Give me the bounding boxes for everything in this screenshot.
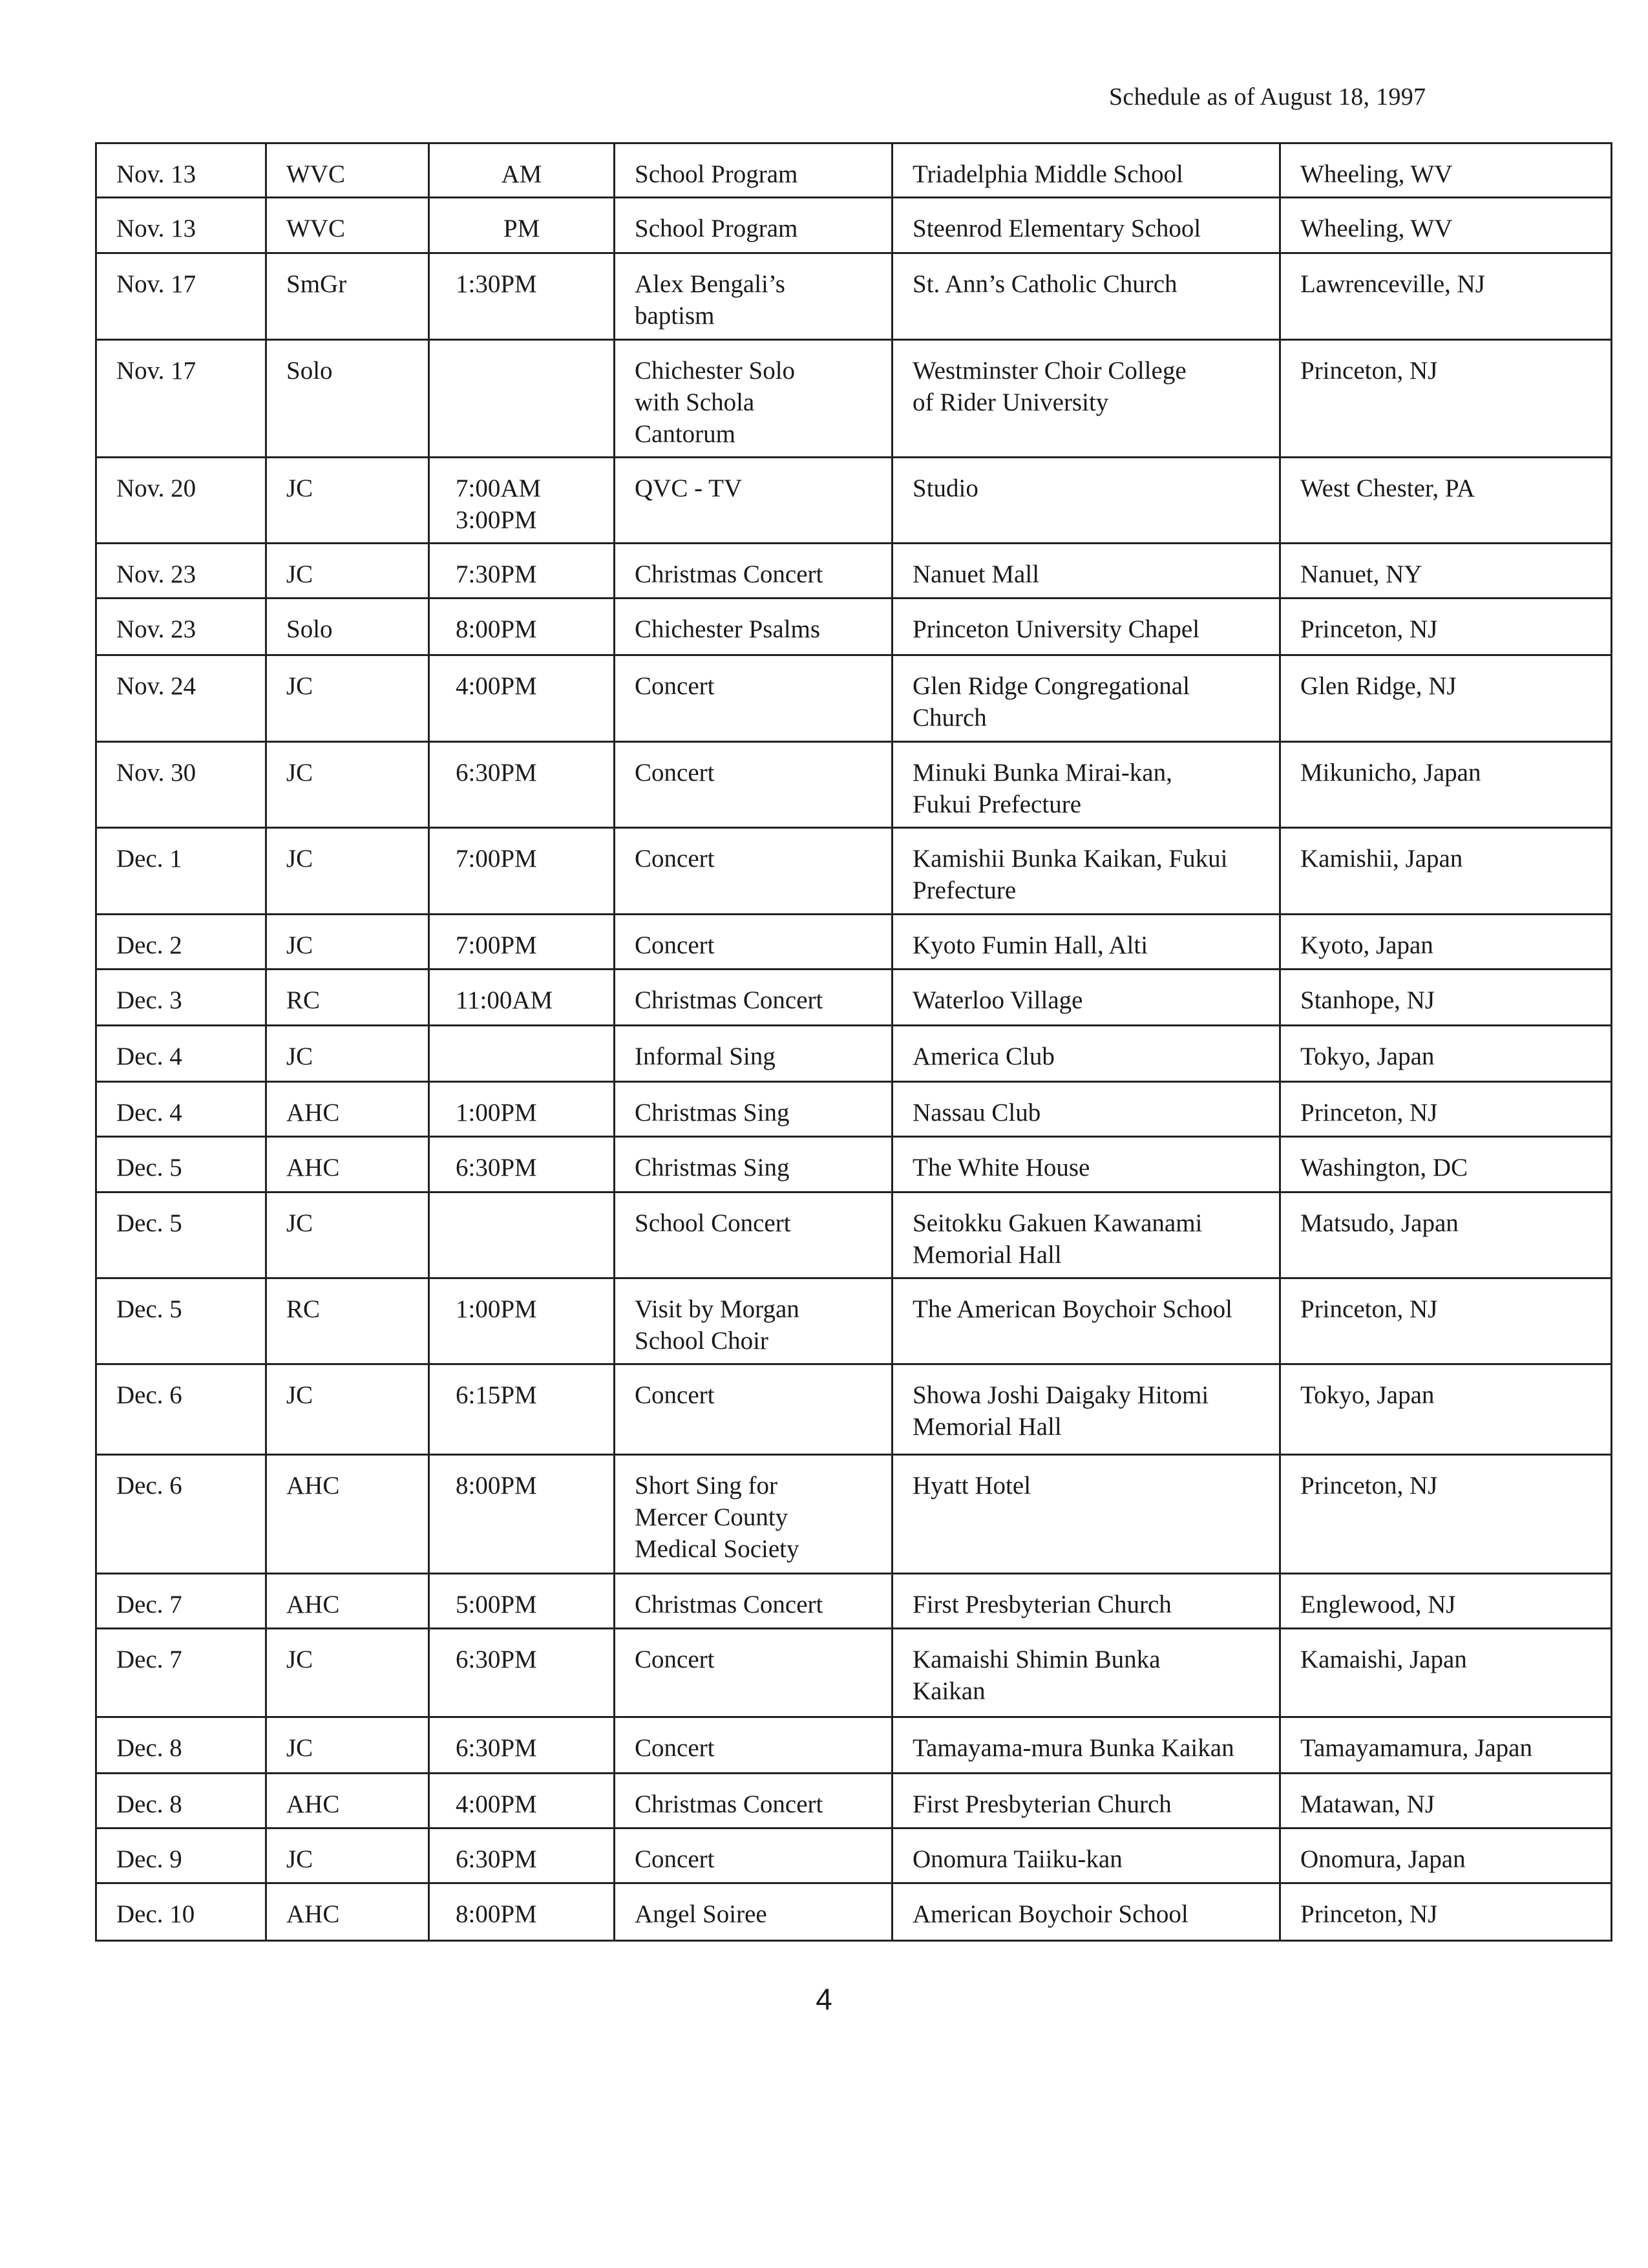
venue-cell: Seitokku Gakuen Kawanami Memorial Hall — [893, 1192, 1280, 1278]
event-cell: School Concert — [615, 1192, 893, 1278]
time-cell: 7:00AM 3:00PM — [429, 458, 615, 544]
group-cell: WVC — [266, 143, 429, 198]
table-row — [96, 1192, 1612, 1278]
time-cell — [429, 1192, 615, 1278]
date-cell: Nov. 20 — [96, 458, 266, 544]
event-cell: Concert — [615, 742, 893, 828]
group-cell: JC — [266, 1629, 429, 1717]
time-cell: 6:30PM — [429, 1137, 615, 1192]
date-cell: Dec. 6 — [96, 1455, 266, 1574]
table-row — [96, 970, 1612, 1026]
time-cell: PM — [429, 198, 615, 253]
table-row — [96, 1828, 1612, 1883]
event-cell: Christmas Concert — [615, 970, 893, 1026]
group-cell: JC — [266, 1717, 429, 1774]
date-cell: Dec. 9 — [96, 1828, 266, 1883]
date-cell: Dec. 10 — [96, 1883, 266, 1941]
table-row — [96, 1717, 1612, 1774]
event-cell: Concert — [615, 1629, 893, 1717]
event-cell: Christmas Sing — [615, 1082, 893, 1137]
date-cell: Nov. 30 — [96, 742, 266, 828]
venue-cell: Waterloo Village — [893, 970, 1280, 1026]
group-cell: JC — [266, 1192, 429, 1278]
event-cell: Concert — [615, 1364, 893, 1455]
location-cell: Wheeling, WV — [1280, 198, 1612, 253]
date-cell: Dec. 7 — [96, 1574, 266, 1629]
group-cell: JC — [266, 655, 429, 742]
event-cell: School Program — [615, 198, 893, 253]
table-row — [96, 742, 1612, 828]
schedule-date-note: Schedule as of August 18, 1997 — [1109, 83, 1426, 111]
date-cell: Dec. 3 — [96, 970, 266, 1026]
location-cell: Princeton, NJ — [1280, 340, 1612, 458]
venue-cell: Kamishii Bunka Kaikan, Fukui Prefecture — [893, 828, 1280, 915]
date-cell: Dec. 4 — [96, 1082, 266, 1137]
event-cell: Christmas Sing — [615, 1137, 893, 1192]
group-cell: JC — [266, 1828, 429, 1883]
venue-cell: Tamayama-mura Bunka Kaikan — [893, 1717, 1280, 1774]
date-cell: Dec. 1 — [96, 828, 266, 915]
table-row — [96, 458, 1612, 544]
venue-cell: Nassau Club — [893, 1082, 1280, 1137]
group-cell: SmGr — [266, 253, 429, 340]
location-cell: Kyoto, Japan — [1280, 915, 1612, 970]
event-cell: Visit by Morgan School Choir — [615, 1278, 893, 1364]
location-cell: Stanhope, NJ — [1280, 970, 1612, 1026]
group-cell: JC — [266, 458, 429, 544]
time-cell: 8:00PM — [429, 1883, 615, 1941]
table-row — [96, 1774, 1612, 1828]
table-row — [96, 828, 1612, 915]
location-cell: Princeton, NJ — [1280, 1883, 1612, 1941]
date-cell: Dec. 8 — [96, 1717, 266, 1774]
date-cell: Nov. 17 — [96, 340, 266, 458]
event-cell: Angel Soiree — [615, 1883, 893, 1941]
location-cell: Kamishii, Japan — [1280, 828, 1612, 915]
time-cell — [429, 340, 615, 458]
time-cell: 1:00PM — [429, 1082, 615, 1137]
date-cell: Nov. 23 — [96, 544, 266, 599]
event-cell: Concert — [615, 828, 893, 915]
table-row — [96, 1883, 1612, 1941]
group-cell: JC — [266, 828, 429, 915]
time-cell: 6:15PM — [429, 1364, 615, 1455]
time-cell: 4:00PM — [429, 1774, 615, 1828]
event-cell: Christmas Concert — [615, 544, 893, 599]
group-cell: AHC — [266, 1137, 429, 1192]
location-cell: Lawrenceville, NJ — [1280, 253, 1612, 340]
group-cell: JC — [266, 742, 429, 828]
group-cell: JC — [266, 1364, 429, 1455]
location-cell: Washington, DC — [1280, 1137, 1612, 1192]
table-row — [96, 1455, 1612, 1574]
date-cell: Nov. 17 — [96, 253, 266, 340]
event-cell: QVC - TV — [615, 458, 893, 544]
location-cell: Mikunicho, Japan — [1280, 742, 1612, 828]
table-row — [96, 1137, 1612, 1192]
venue-cell: First Presbyterian Church — [893, 1774, 1280, 1828]
event-cell: Christmas Concert — [615, 1774, 893, 1828]
venue-cell: Kamaishi Shimin Bunka Kaikan — [893, 1629, 1280, 1717]
location-cell: Glen Ridge, NJ — [1280, 655, 1612, 742]
group-cell: AHC — [266, 1774, 429, 1828]
date-cell: Dec. 5 — [96, 1137, 266, 1192]
venue-cell: First Presbyterian Church — [893, 1574, 1280, 1629]
location-cell: Onomura, Japan — [1280, 1828, 1612, 1883]
venue-cell: Minuki Bunka Mirai-kan, Fukui Prefecture — [893, 742, 1280, 828]
date-cell: Dec. 5 — [96, 1278, 266, 1364]
time-cell: 6:30PM — [429, 742, 615, 828]
time-cell: 8:00PM — [429, 1455, 615, 1574]
event-cell: Concert — [615, 1828, 893, 1883]
venue-cell: St. Ann’s Catholic Church — [893, 253, 1280, 340]
table-row — [96, 544, 1612, 599]
table-row — [96, 1026, 1612, 1082]
event-cell: School Program — [615, 143, 893, 198]
date-cell: Dec. 2 — [96, 915, 266, 970]
group-cell: RC — [266, 1278, 429, 1364]
page-number: 4 — [816, 1982, 832, 2016]
date-cell: Nov. 23 — [96, 599, 266, 655]
time-cell: 6:30PM — [429, 1717, 615, 1774]
time-cell: 1:30PM — [429, 253, 615, 340]
event-cell: Concert — [615, 915, 893, 970]
event-cell: Chichester Psalms — [615, 599, 893, 655]
venue-cell: Westminster Choir College of Rider University — [893, 340, 1280, 458]
time-cell: 7:00PM — [429, 828, 615, 915]
venue-cell: Showa Joshi Daigaky Hitomi Memorial Hall — [893, 1364, 1280, 1455]
time-cell: 7:00PM — [429, 915, 615, 970]
location-cell: Tokyo, Japan — [1280, 1364, 1612, 1455]
location-cell: Tamayamamura, Japan — [1280, 1717, 1612, 1774]
table-row — [96, 655, 1612, 742]
group-cell: Solo — [266, 599, 429, 655]
group-cell: JC — [266, 544, 429, 599]
date-cell: Dec. 6 — [96, 1364, 266, 1455]
location-cell: Englewood, NJ — [1280, 1574, 1612, 1629]
table-row — [96, 198, 1612, 253]
group-cell: JC — [266, 915, 429, 970]
date-cell: Dec. 8 — [96, 1774, 266, 1828]
table-row — [96, 1278, 1612, 1364]
location-cell: Princeton, NJ — [1280, 1082, 1612, 1137]
time-cell: 6:30PM — [429, 1629, 615, 1717]
venue-cell: Glen Ridge Congregational Church — [893, 655, 1280, 742]
group-cell: JC — [266, 1026, 429, 1082]
venue-cell: Steenrod Elementary School — [893, 198, 1280, 253]
location-cell: Princeton, NJ — [1280, 1278, 1612, 1364]
table-row — [96, 1082, 1612, 1137]
venue-cell: Studio — [893, 458, 1280, 544]
event-cell: Concert — [615, 1717, 893, 1774]
time-cell: 5:00PM — [429, 1574, 615, 1629]
venue-cell: America Club — [893, 1026, 1280, 1082]
venue-cell: Onomura Taiiku-kan — [893, 1828, 1280, 1883]
time-cell: 4:00PM — [429, 655, 615, 742]
date-cell: Dec. 7 — [96, 1629, 266, 1717]
time-cell: 6:30PM — [429, 1828, 615, 1883]
table-row — [96, 915, 1612, 970]
group-cell: WVC — [266, 198, 429, 253]
venue-cell: Nanuet Mall — [893, 544, 1280, 599]
venue-cell: The American Boychoir School — [893, 1278, 1280, 1364]
time-cell: 11:00AM — [429, 970, 615, 1026]
venue-cell: Triadelphia Middle School — [893, 143, 1280, 198]
time-cell — [429, 1026, 615, 1082]
group-cell: AHC — [266, 1883, 429, 1941]
schedule-table-body — [96, 143, 1612, 1941]
table-row — [96, 253, 1612, 340]
event-cell: Concert — [615, 655, 893, 742]
location-cell: Matsudo, Japan — [1280, 1192, 1612, 1278]
venue-cell: Princeton University Chapel — [893, 599, 1280, 655]
location-cell: Nanuet, NY — [1280, 544, 1612, 599]
location-cell: Wheeling, WV — [1280, 143, 1612, 198]
location-cell: West Chester, PA — [1280, 458, 1612, 544]
table-row — [96, 1364, 1612, 1455]
group-cell: AHC — [266, 1455, 429, 1574]
time-cell: 8:00PM — [429, 599, 615, 655]
date-cell: Nov. 13 — [96, 143, 266, 198]
time-cell: 7:30PM — [429, 544, 615, 599]
venue-cell: Kyoto Fumin Hall, Alti — [893, 915, 1280, 970]
event-cell: Alex Bengali’s baptism — [615, 253, 893, 340]
date-cell: Dec. 5 — [96, 1192, 266, 1278]
location-cell: Kamaishi, Japan — [1280, 1629, 1612, 1717]
table-row — [96, 599, 1612, 655]
table-row — [96, 1629, 1612, 1717]
event-cell: Chichester Solo with Schola Cantorum — [615, 340, 893, 458]
location-cell: Princeton, NJ — [1280, 599, 1612, 655]
group-cell: RC — [266, 970, 429, 1026]
table-row — [96, 1574, 1612, 1629]
time-cell: AM — [429, 143, 615, 198]
location-cell: Princeton, NJ — [1280, 1455, 1612, 1574]
group-cell: Solo — [266, 340, 429, 458]
event-cell: Informal Sing — [615, 1026, 893, 1082]
date-cell: Nov. 24 — [96, 655, 266, 742]
location-cell: Tokyo, Japan — [1280, 1026, 1612, 1082]
location-cell: Matawan, NJ — [1280, 1774, 1612, 1828]
event-cell: Christmas Concert — [615, 1574, 893, 1629]
event-cell: Short Sing for Mercer County Medical Society — [615, 1455, 893, 1574]
venue-cell: Hyatt Hotel — [893, 1455, 1280, 1574]
venue-cell: The White House — [893, 1137, 1280, 1192]
venue-cell: American Boychoir School — [893, 1883, 1280, 1941]
table-row — [96, 143, 1612, 198]
date-cell: Nov. 13 — [96, 198, 266, 253]
schedule-table — [95, 142, 1612, 1942]
group-cell: AHC — [266, 1574, 429, 1629]
table-row — [96, 340, 1612, 458]
time-cell: 1:00PM — [429, 1278, 615, 1364]
date-cell: Dec. 4 — [96, 1026, 266, 1082]
group-cell: AHC — [266, 1082, 429, 1137]
